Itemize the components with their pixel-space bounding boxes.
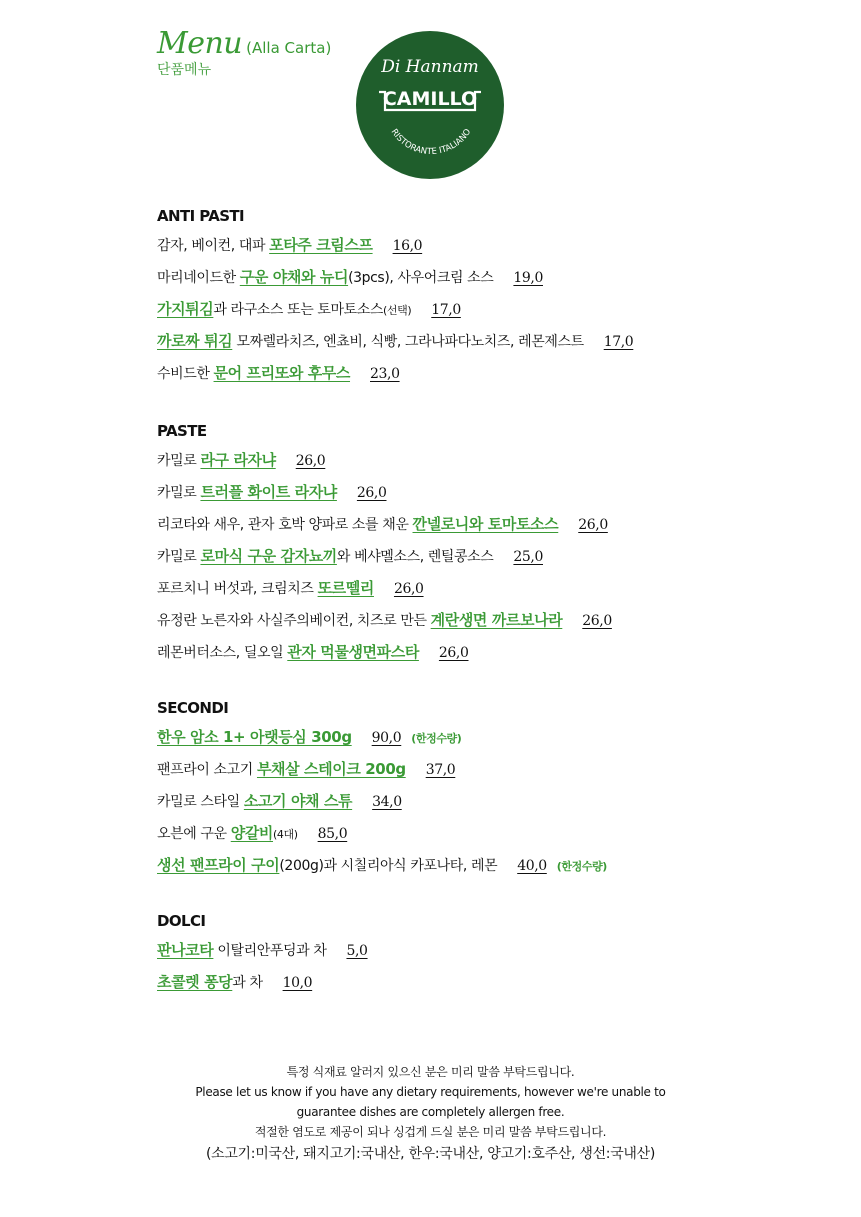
footer-line: guarantee dishes are completely allergen free. [296, 1105, 565, 1119]
footer-notice [0, 1062, 861, 1164]
item-name: 초콜렛 퐁당 [157, 973, 233, 991]
item-price: 26,0 [438, 645, 469, 661]
item-name: 깐넬로니와 토마토소스 [412, 515, 559, 533]
menu-item [157, 604, 612, 636]
item-price: 26,0 [356, 485, 387, 501]
logo-line2: CAMILLO [382, 88, 478, 110]
menu-item [157, 476, 612, 508]
menu-item [157, 572, 612, 604]
menu-item [157, 966, 368, 998]
item-description: 와 베샤멜소스, 렌틸콩소스 [336, 549, 494, 565]
section-items [157, 229, 633, 389]
item-detail: (선택) [383, 304, 412, 317]
menu-item [157, 753, 607, 785]
footer-line: 특정 식재료 알러지 있으신 분은 미리 말씀 부탁드립니다. [286, 1065, 575, 1079]
item-description: 감자, 베이컨, 대파 [157, 238, 270, 254]
section-items [157, 934, 368, 998]
section-secondi [157, 695, 607, 881]
item-description: 모짜렐라치즈, 엔쵸비, 식빵, 그라나파다노치즈, 레몬제스트 [232, 334, 584, 350]
item-name: 로마식 구운 감자뇨끼 [200, 547, 337, 565]
menu-title: Menu [157, 26, 243, 61]
menu-item [157, 785, 607, 817]
item-name: 가지튀김 [157, 300, 214, 318]
item-price: 34,0 [372, 794, 402, 810]
item-price: 26,0 [393, 581, 424, 597]
item-name: 트러플 화이트 라자냐 [200, 483, 337, 501]
item-description: 이탈리안푸딩과 차 [213, 943, 327, 959]
item-price: 40,0 [517, 858, 547, 874]
item-name: 또르뗄리 [317, 579, 374, 597]
menu-item [157, 540, 612, 572]
item-price: 37,0 [425, 762, 456, 778]
item-note: (한정수량) [411, 732, 462, 745]
item-price: 25,0 [513, 549, 543, 565]
item-name: 라구 라자냐 [200, 451, 276, 469]
item-price: 19,0 [513, 270, 543, 286]
menu-subtitle: (Alla Carta) [246, 39, 332, 57]
section-dolci [157, 908, 368, 998]
item-price: 23,0 [370, 366, 400, 382]
item-description: 카밀로 [157, 485, 201, 501]
menu-item [157, 721, 607, 753]
item-description: 오븐에 구운 [157, 826, 231, 842]
item-description: 리코타와 새우, 관자 호박 양파로 소를 채운 [157, 517, 413, 533]
item-price: 10,0 [282, 975, 313, 991]
item-name: 포타주 크림스프 [269, 236, 373, 254]
logo-line3: RISTORANTE ITALIANO [388, 127, 474, 158]
item-description: 레몬버터소스, 딜오일 [157, 645, 288, 661]
item-price: 26,0 [295, 453, 326, 469]
logo-line1: Di Hannam [381, 57, 479, 77]
section-title: DOLCI [157, 912, 206, 930]
section-items [157, 721, 607, 881]
item-description: (200g)과 시칠리아식 카포나타, 레몬 [279, 858, 498, 874]
item-price: 85,0 [317, 826, 348, 842]
section-paste [157, 418, 612, 668]
item-price: 16,0 [392, 238, 423, 254]
item-price: 90,0 [371, 730, 402, 746]
menu-item [157, 229, 633, 261]
menu-item [157, 817, 607, 849]
item-name: 계란생면 까르보나라 [430, 611, 563, 629]
menu-item [157, 444, 612, 476]
item-name: 부채살 스테이크 200g [256, 760, 406, 778]
menu-item [157, 934, 368, 966]
item-description: 마리네이드한 [157, 270, 240, 286]
item-description: 과 라구소스 또는 토마토소스 [213, 302, 384, 318]
section-anti-pasti [157, 203, 633, 389]
item-description: 수비드한 [157, 366, 214, 382]
menu-item [157, 357, 633, 389]
footer-line: Please let us know if you have any dietary requirements, however we're unable to [195, 1085, 666, 1099]
footer-line: 적절한 염도로 제공이 되나 싱겁게 드실 분은 미리 말씀 부탁드립니다. [254, 1125, 607, 1139]
section-title: ANTI PASTI [157, 207, 245, 225]
section-title: PASTE [157, 422, 207, 440]
item-name: 까로짜 튀김 [157, 332, 233, 350]
item-description: 팬프라이 소고기 [157, 762, 257, 778]
item-name: 구운 야채와 뉴디 [239, 268, 349, 286]
item-note: (한정수량) [556, 860, 607, 873]
menu-item [157, 325, 633, 357]
item-description: 포르치니 버섯과, 크림치즈 [157, 581, 318, 597]
item-price: 17,0 [603, 334, 634, 350]
item-price: 26,0 [582, 613, 612, 629]
origin-info: (소고기:미국산, 돼지고기:국내산, 한우:국내산, 양고기:호주산, 생선:국내산) [205, 1146, 656, 1162]
item-name: 관자 먹물생면파스타 [287, 643, 419, 661]
item-price: 26,0 [578, 517, 608, 533]
item-description: 카밀로 [157, 549, 201, 565]
item-name: 문어 프리또와 후무스 [213, 364, 351, 382]
item-description: 유정란 노른자와 사실주의베이컨, 치즈로 만든 [157, 613, 431, 629]
item-name: 한우 암소 1+ 아랫등심 300g [157, 728, 352, 746]
section-items [157, 444, 612, 668]
menu-item [157, 293, 633, 325]
item-name: 소고기 야채 스튜 [243, 792, 353, 810]
item-description: 과 차 [232, 975, 263, 991]
item-description: 카밀로 [157, 453, 201, 469]
menu-item [157, 508, 612, 540]
camillo-logo [355, 30, 505, 180]
item-name: 생선 팬프라이 구이 [157, 856, 280, 874]
item-description: 카밀로 스타일 [157, 794, 244, 810]
menu-item [157, 849, 607, 881]
menu-item [157, 261, 633, 293]
menu-header [157, 26, 331, 79]
item-price: 17,0 [431, 302, 461, 318]
menu-item [157, 636, 612, 668]
item-name: 양갈비 [230, 824, 274, 842]
item-name: 판나코타 [157, 941, 214, 959]
item-description: (3pcs), 사우어크림 소스 [348, 270, 494, 286]
section-title: SECONDI [157, 699, 229, 717]
korean-subtitle: 단품메뉴 [157, 62, 212, 78]
item-detail: (4대) [273, 828, 298, 841]
item-price: 5,0 [346, 943, 368, 959]
